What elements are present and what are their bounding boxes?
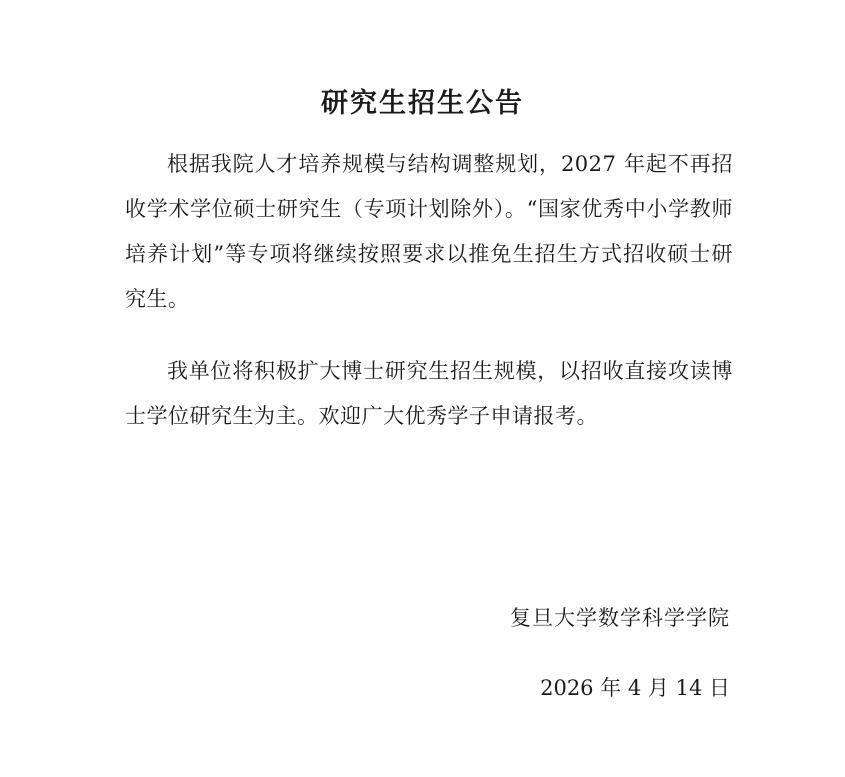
- body-paragraph-2: 我单位将积极扩大博士研究生招生规模，以招收直接攻读博士学位研究生为主。欢迎广大优秀学子申请报考。: [125, 359, 733, 428]
- page-title: 研究生招生公告: [321, 88, 524, 120]
- issuer-signature: 复旦大学数学科学学院: [510, 606, 730, 630]
- issue-date: 2026 年 4 月 14 日: [540, 676, 730, 700]
- body-paragraph-1: 根据我院人才培养规模与结构调整规划，2027 年起不再招收学术学位硕士研究生（专项计划除外）。“国家优秀中小学教师培养计划”等专项将继续按照要求以推免生招生方式招收硕士研究生。: [125, 152, 733, 311]
